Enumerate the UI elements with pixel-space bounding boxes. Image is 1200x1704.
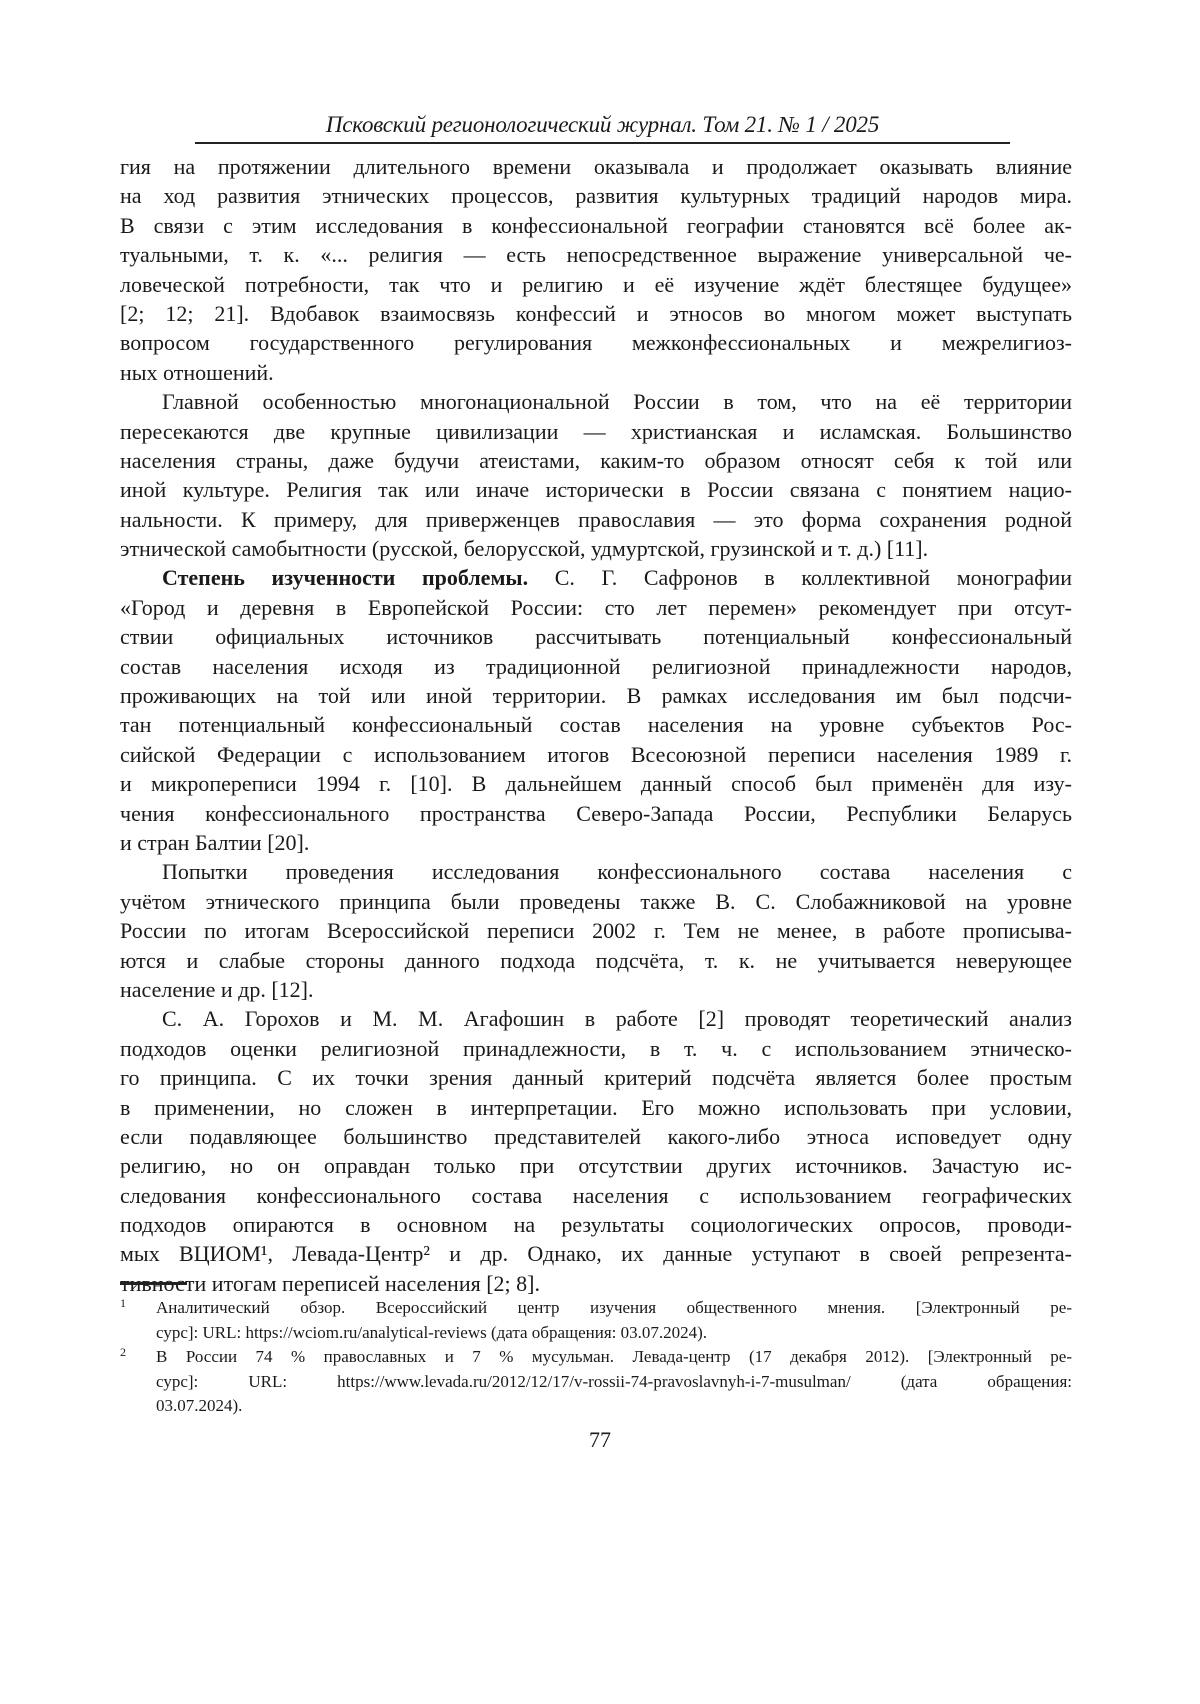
text-line bbox=[120, 1063, 1072, 1092]
text-line bbox=[120, 1269, 1072, 1298]
text-line bbox=[120, 1239, 1072, 1268]
text-line bbox=[120, 975, 1072, 1004]
line-text: религию, но он оправдан только при отсутствии других источников. Зачастую ис- bbox=[120, 1153, 1072, 1178]
header-divider bbox=[195, 142, 1010, 144]
paragraph bbox=[120, 563, 1072, 857]
text-line bbox=[120, 1210, 1072, 1239]
text-line bbox=[120, 1181, 1072, 1210]
text-line bbox=[120, 152, 1072, 181]
line-text: ных отношений. bbox=[120, 360, 274, 385]
line-text: учётом этнического принципа были проведены также В. С. Слобажниковой на уровне bbox=[120, 889, 1072, 914]
text-line bbox=[120, 857, 1072, 886]
line-text: С. Г. Сафронов в коллективной монографии bbox=[528, 565, 1072, 590]
footnote bbox=[120, 1345, 1072, 1419]
line-text: ются и слабые стороны данного подхода подсчёта, т. к. не учитывается неверующее bbox=[120, 948, 1072, 973]
text-line bbox=[120, 1004, 1072, 1033]
text-line bbox=[120, 270, 1072, 299]
line-text: подходов оценки религиозной принадлежности, в т. ч. с использованием этническо- bbox=[120, 1036, 1072, 1061]
line-text: России по итогам Всероссийской переписи 2002 г. Тем не менее, в работе прописыва- bbox=[120, 918, 1072, 943]
text-line bbox=[120, 328, 1072, 357]
text-line bbox=[120, 1093, 1072, 1122]
text-line bbox=[120, 1034, 1072, 1063]
footnote-number: 2 bbox=[120, 1340, 126, 1365]
line-text: следования конфессионального состава населения с использованием географических bbox=[120, 1183, 1072, 1208]
line-text: вопросом государственного регулирования межконфессиональных и межрелигиоз- bbox=[120, 330, 1072, 355]
text-line bbox=[120, 534, 1072, 563]
footnotes bbox=[120, 1296, 1072, 1419]
footnote-line: В России 74 % православных и 7 % мусульман. Левада-центр (17 декабря 2012). [Электронный ре- bbox=[156, 1345, 1072, 1370]
line-text: на ход развития этнических процессов, развития культурных традиций народов мира. bbox=[120, 183, 1072, 208]
footnote-line: Аналитический обзор. Всероссийский центр изучения общественного мнения. [Электронный ре- bbox=[156, 1296, 1072, 1321]
line-text: С. А. Горохов и М. М. Агафошин в работе [2] проводят теоретический анализ bbox=[162, 1006, 1072, 1031]
line-text: иной культуре. Религия так или иначе исторически в России связана с понятием нацио- bbox=[120, 477, 1072, 502]
text-line bbox=[120, 593, 1072, 622]
line-text: состав населения исходя из традиционной религиозной принадлежности народов, bbox=[120, 654, 1072, 679]
line-text: нальности. К примеру, для приверженцев православия — это форма сохранения родной bbox=[120, 507, 1072, 532]
text-line bbox=[120, 1151, 1072, 1180]
text-line bbox=[120, 622, 1072, 651]
text-line bbox=[120, 211, 1072, 240]
line-text: ловеческой потребности, так что и религию и её изучение ждёт блестящее будущее» bbox=[120, 272, 1072, 297]
text-line bbox=[120, 769, 1072, 798]
footnote-line: 03.07.2024). bbox=[156, 1394, 1072, 1419]
line-text: «Город и деревня в Европейской России: сто лет перемен» рекомендует при отсут- bbox=[120, 595, 1072, 620]
paragraph bbox=[120, 152, 1072, 387]
line-text: населения страны, даже будучи атеистами, каким-то образом относят себя к той или bbox=[120, 448, 1072, 473]
footnote-line: сурс]: URL: https://wciom.ru/analytical-reviews (дата обращения: 03.07.2024). bbox=[156, 1321, 1072, 1346]
text-line bbox=[120, 358, 1072, 387]
text-line bbox=[120, 1122, 1072, 1151]
line-text: сийской Федерации с использованием итогов Всесоюзной переписи населения 1989 г. bbox=[120, 742, 1072, 767]
footnote-line: сурс]: URL: https://www.levada.ru/2012/12/17/v-rossii-74-pravoslavnyh-i-7-musulman/ (дата обращения: bbox=[156, 1370, 1072, 1395]
text-line bbox=[120, 505, 1072, 534]
line-text: пересекаются две крупные цивилизации — христианская и исламская. Большинство bbox=[120, 419, 1072, 444]
line-text: гия на протяжении длительного времени оказывала и продолжает оказывать влияние bbox=[120, 154, 1072, 179]
line-text: В связи с этим исследования в конфессиональной географии становятся всё более ак- bbox=[120, 213, 1072, 238]
line-text: если подавляющее большинство представителей какого-либо этноса исповедует одну bbox=[120, 1124, 1072, 1149]
text-line bbox=[120, 887, 1072, 916]
text-line bbox=[120, 417, 1072, 446]
text-line bbox=[120, 916, 1072, 945]
line-text: и стран Балтии [20]. bbox=[120, 830, 309, 855]
text-line bbox=[120, 387, 1072, 416]
text-line bbox=[120, 946, 1072, 975]
text-line bbox=[120, 710, 1072, 739]
line-text: Попытки проведения исследования конфессионального состава населения с bbox=[162, 859, 1072, 884]
text-line bbox=[120, 563, 1072, 592]
line-text: тивности итогам переписей населения [2; 8]. bbox=[120, 1271, 540, 1296]
line-text: [2; 12; 21]. Вдобавок взаимосвязь конфессий и этносов во многом может выступать bbox=[120, 301, 1072, 326]
text-line bbox=[120, 652, 1072, 681]
text-line bbox=[120, 446, 1072, 475]
text-line bbox=[120, 299, 1072, 328]
line-text: мых ВЦИОМ¹, Левада-Центр² и др. Однако, их данные уступают в своей репрезента- bbox=[120, 1241, 1072, 1266]
line-text: Главной особенностью многонациональной России в том, что на её территории bbox=[162, 389, 1072, 414]
text-line bbox=[120, 740, 1072, 769]
footnote-divider bbox=[120, 1282, 187, 1285]
section-heading: Степень изученности проблемы. bbox=[162, 565, 528, 590]
line-text: чения конфессионального пространства Северо-Запада России, Республики Беларусь bbox=[120, 801, 1072, 826]
line-text: подходов опираются в основном на результаты социологических опросов, проводи- bbox=[120, 1212, 1072, 1237]
text-line bbox=[120, 240, 1072, 269]
line-text: в применении, но сложен в интерпретации. Его можно использовать при условии, bbox=[120, 1095, 1072, 1120]
paragraph bbox=[120, 1004, 1072, 1298]
line-text: туальными, т. к. «... религия — есть непосредственное выражение универсальной че- bbox=[120, 242, 1072, 267]
text-line bbox=[120, 799, 1072, 828]
line-text: проживающих на той или иной территории. В рамках исследования им был подсчи- bbox=[120, 683, 1072, 708]
line-text: ствии официальных источников рассчитывать потенциальный конфессиональный bbox=[120, 624, 1072, 649]
paragraph bbox=[120, 387, 1072, 563]
text-line bbox=[120, 475, 1072, 504]
text-line bbox=[120, 181, 1072, 210]
paragraph bbox=[120, 857, 1072, 1004]
article-body bbox=[120, 152, 1072, 1298]
text-line bbox=[120, 828, 1072, 857]
text-line bbox=[120, 681, 1072, 710]
line-text: го принципа. С их точки зрения данный критерий подсчёта является более простым bbox=[120, 1065, 1072, 1090]
line-text: население и др. [12]. bbox=[120, 977, 314, 1002]
line-text: и микропереписи 1994 г. [10]. В дальнейшем данный способ был применён для изу- bbox=[120, 771, 1072, 796]
journal-header: Псковский регионологический журнал. Том 21. № 1 / 2025 bbox=[195, 112, 1010, 138]
line-text: этнической самобытности (русской, белорусской, удмуртской, грузинской и т. д.) [11]. bbox=[120, 536, 928, 561]
line-text: тан потенциальный конфессиональный состав населения на уровне субъектов Рос- bbox=[120, 712, 1072, 737]
footnote-number: 1 bbox=[120, 1291, 126, 1316]
page-number: 77 bbox=[0, 1427, 1200, 1453]
footnote bbox=[120, 1296, 1072, 1345]
